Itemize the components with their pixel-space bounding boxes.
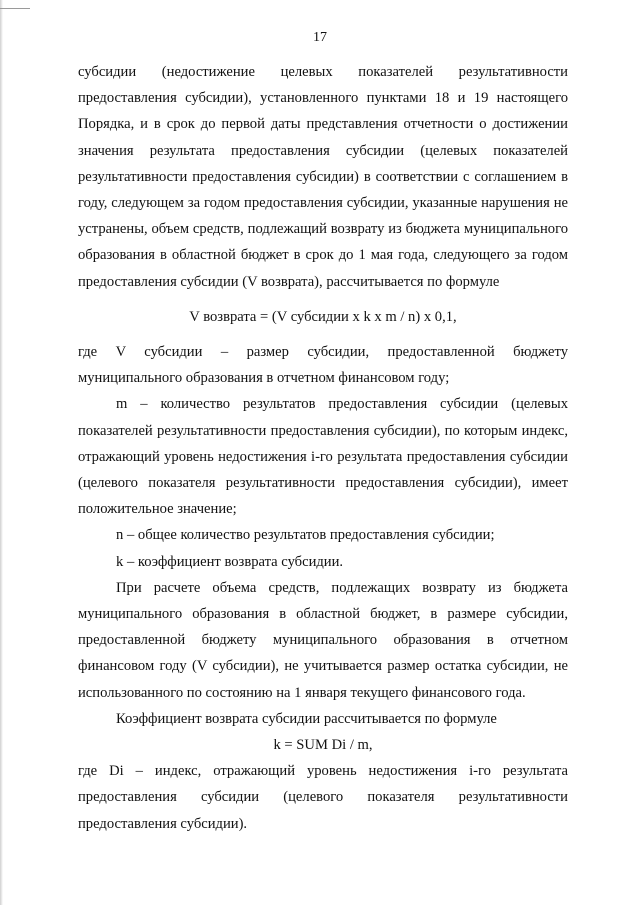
- paragraph-di-definition: где Di – индекс, отражающий уровень недостижения i-го результата предоставления субсидии (целевого показателя результативности предоставления субсидии).: [78, 763, 568, 832]
- scan-corner-mark: [0, 8, 30, 9]
- paragraph-k-definition: k – коэффициент возврата субсидии.: [116, 553, 344, 570]
- paragraph-calculation-note: При расчете объема средств, подлежащих возврату из бюджета муниципального образования в областной бюджет, в размере субсидии, предоставленной бюджету муниципального образования в отчетном финансовом году (V субсидии), не учитывается размер остатка субсидии, не использованного по состоянию на 1 января текущего финансового года.: [78, 579, 568, 701]
- document-body: [78, 59, 568, 837]
- paragraph-m-definition: m – количество результатов предоставления субсидии (целевых показателей результативности предоставления субсидии), по которым индекс, отражающий уровень недостижения i-го результата предоставления субсидии (целевого показателя результативности предоставления субсидии), имеет положительное значение;: [78, 396, 568, 518]
- paragraph-coefficient-intro: Коэффициент возврата субсидии рассчитывается по формуле: [116, 710, 497, 727]
- paragraph-intro: субсидии (недостижение целевых показателей результативности предоставления субсидии), установленного пунктами 18 и 19 настоящего Порядка, и в срок до первой даты представления отчетности о достижении значения результата предоставления субсидии (целевых показателей результативности предоставления субсидии) в соответствии с соглашением в году, следующем за годом предоставления субсидии, указанные нарушения не устранены, объем средств, подлежащий возврату из бюджета муниципального образования в областной бюджет в срок до 1 мая года, следующего за годом предоставления субсидии (V возврата), рассчитывается по формуле: [78, 64, 568, 290]
- formula-k: k = SUM Di / m,: [273, 737, 373, 754]
- scan-edge: [0, 0, 3, 905]
- formula-v-return: V возврата = (V субсидии x k x m / n) x 0,1,: [189, 308, 457, 325]
- paragraph-v-subsidy-definition: где V субсидии – размер субсидии, предоставленной бюджету муниципального образования в отчетном финансовом году;: [78, 344, 568, 387]
- paragraph-n-definition: n – общее количество результатов предоставления субсидии;: [116, 527, 495, 544]
- page-number: 17: [313, 30, 327, 45]
